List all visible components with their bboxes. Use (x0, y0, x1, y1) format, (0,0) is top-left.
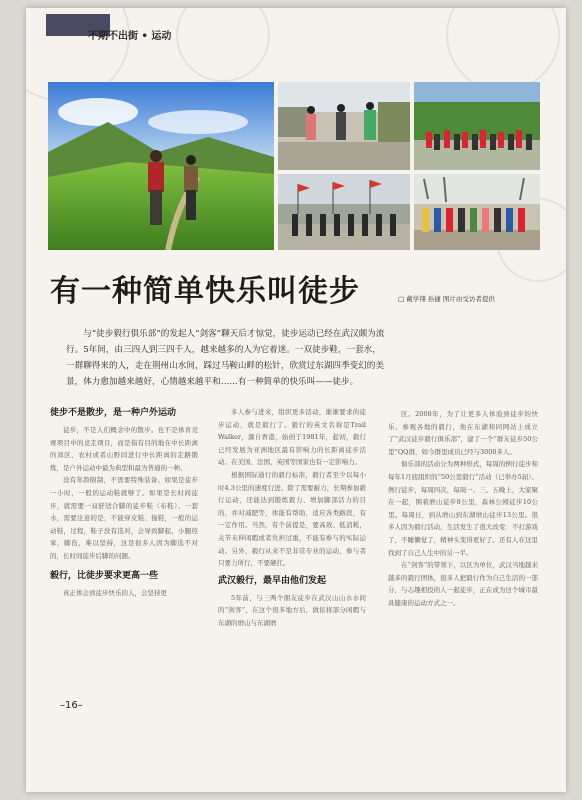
article-author: □ 戴学翔 孙捷 图片由受访者提供 (398, 295, 495, 303)
paragraph: 俱乐部的活动分为两种形式，每周的例行徒步和每年1月底组织的“50公里毅行”活动（已举办5届）。例行徒步，每周四次，每周一、三、五晚上，大家聚在一起，围着磨山徒步8公里，森林公园徒步10公里。每周日，到从磨山到东湖磨山徒步13公里。很多人因为毅行活动，生活发生了很大改变：不打游戏了，不睡懒觉了，精神头变得更好了。还有人在这里找到了自己人生中的另一半。 (388, 460, 538, 557)
magazine-page (26, 8, 566, 792)
text-column-3 (388, 408, 538, 610)
photo-group-lake (414, 82, 540, 170)
text-column-1 (50, 406, 198, 599)
paragraph: 区。2008年，为了让更多人体验到徒步的快乐，参观各地的毅行，他在东湖和同网站上成立了“武汉徒步毅行俱乐部”，建了一个“群友徒步50公里”QQ群，如今群里成员已经与3000多人。 (388, 410, 538, 456)
photo-group-red-flags (278, 174, 410, 250)
paragraph: 没有年龄限制，不需要特殊装备。如果是徒步一小时，一般的运动鞋就够了。如果是长时间徒步，就需要一双舒适合脚的徒步鞋（布鞋）、一套水，需要注意的是，不能穿皮鞋、拖鞋，一般的运动鞋，过程，鞋子没有选对，会导致脚起，小腿痉挛，脚伤，难以坚持，这是很多人因为脚选不对的，长时间徒步后脚的问题。 (50, 476, 198, 560)
paragraph: 多人参与进来，组织更多活动，渐渐要求的徒步运动，就是毅行了。毅行的英文名称是Trail Walker，源自香港，始创于1981年，起初，毅行已经发展为亚洲地区最有影响力的长距离徒步活动。在美国、法国、英国等国家也有一定影响力。 (218, 408, 366, 467)
page-number: –16– (60, 700, 83, 711)
paragraph: 徒步，不是人们概念中的散步。也不是体育竞赛项目中的竞走项目，而是指有目的地在中长距离的郊区、农村或者山野间进行中长距离的走路锻炼，是户外运动中最为典型和最为普通的一种。 (50, 426, 198, 472)
article-lead: 与“徒步毅行俱乐部”的发起人“剑客”聊天后才惊觉，徒步运动已经在武汉颇为流行。5年间，由三四人到三四千人，越来越多的人为它着迷。一双徒步鞋，一套水，一群聊得来的人，走在荆州山水间，踩过马鞍山畔的松针，欣赏过东湖四季变幻的美景，体力愈加越来越好，心情越来越平和……有一种简单的快乐叫——徒步。 (66, 329, 385, 387)
subhead-walking: 徒步不是散步，是一种户外运动 (50, 408, 177, 418)
subhead-wuhan-origin: 武汉毅行，最早由他们发起 (218, 575, 327, 586)
text-column-2 (218, 406, 366, 630)
section-label: 不期不出街 • 运动 (88, 31, 172, 42)
decorative-ring (446, 8, 560, 92)
paragraph: 根据国际通行的毅行标准，毅行者至少以每小时4.3公里的速度行进。除了需要耐力，长期参加毅行运动，还能达到锻炼毅力、增加脚部活力的目的，并对减肥等，体能有帮助，适应各类路段，有一定作用。当然，有个前提是，要高效、低消耗，关节夹伸闲暇或者负担过重，不能有参与的实际运动。另外，毅行从来不是非常专业的运动，参与者只要力所行，不要硬扛。 (218, 470, 366, 568)
paragraph: 真正体会到徒步快乐的人，会坚持更 (63, 588, 167, 597)
photo-main-hikers (48, 82, 274, 250)
article-title: 有一种简单快乐叫徒步 (50, 274, 360, 309)
photo-large-group (414, 174, 540, 250)
paragraph: 在“剑客”的带领下，以区为单位，武汉当地越来越多的毅行团体，很多人把毅行作为自己生活的一部分，与志趣相投的人一起徒步，正在成为这个城市最具健康的运动方式之一。 (388, 561, 538, 607)
decorative-ring (176, 8, 270, 82)
subhead-trailwalker: 毅行，比徒步要求更高一些 (50, 570, 159, 581)
photo-hikers-bridge (278, 82, 410, 170)
paragraph: 5年前，与三两个朋友徒步在武汉山山水水间的“剑客”，在这个很多地方后，做依将部分闲暇与东湖的磨山与东湖磨 (218, 593, 366, 627)
